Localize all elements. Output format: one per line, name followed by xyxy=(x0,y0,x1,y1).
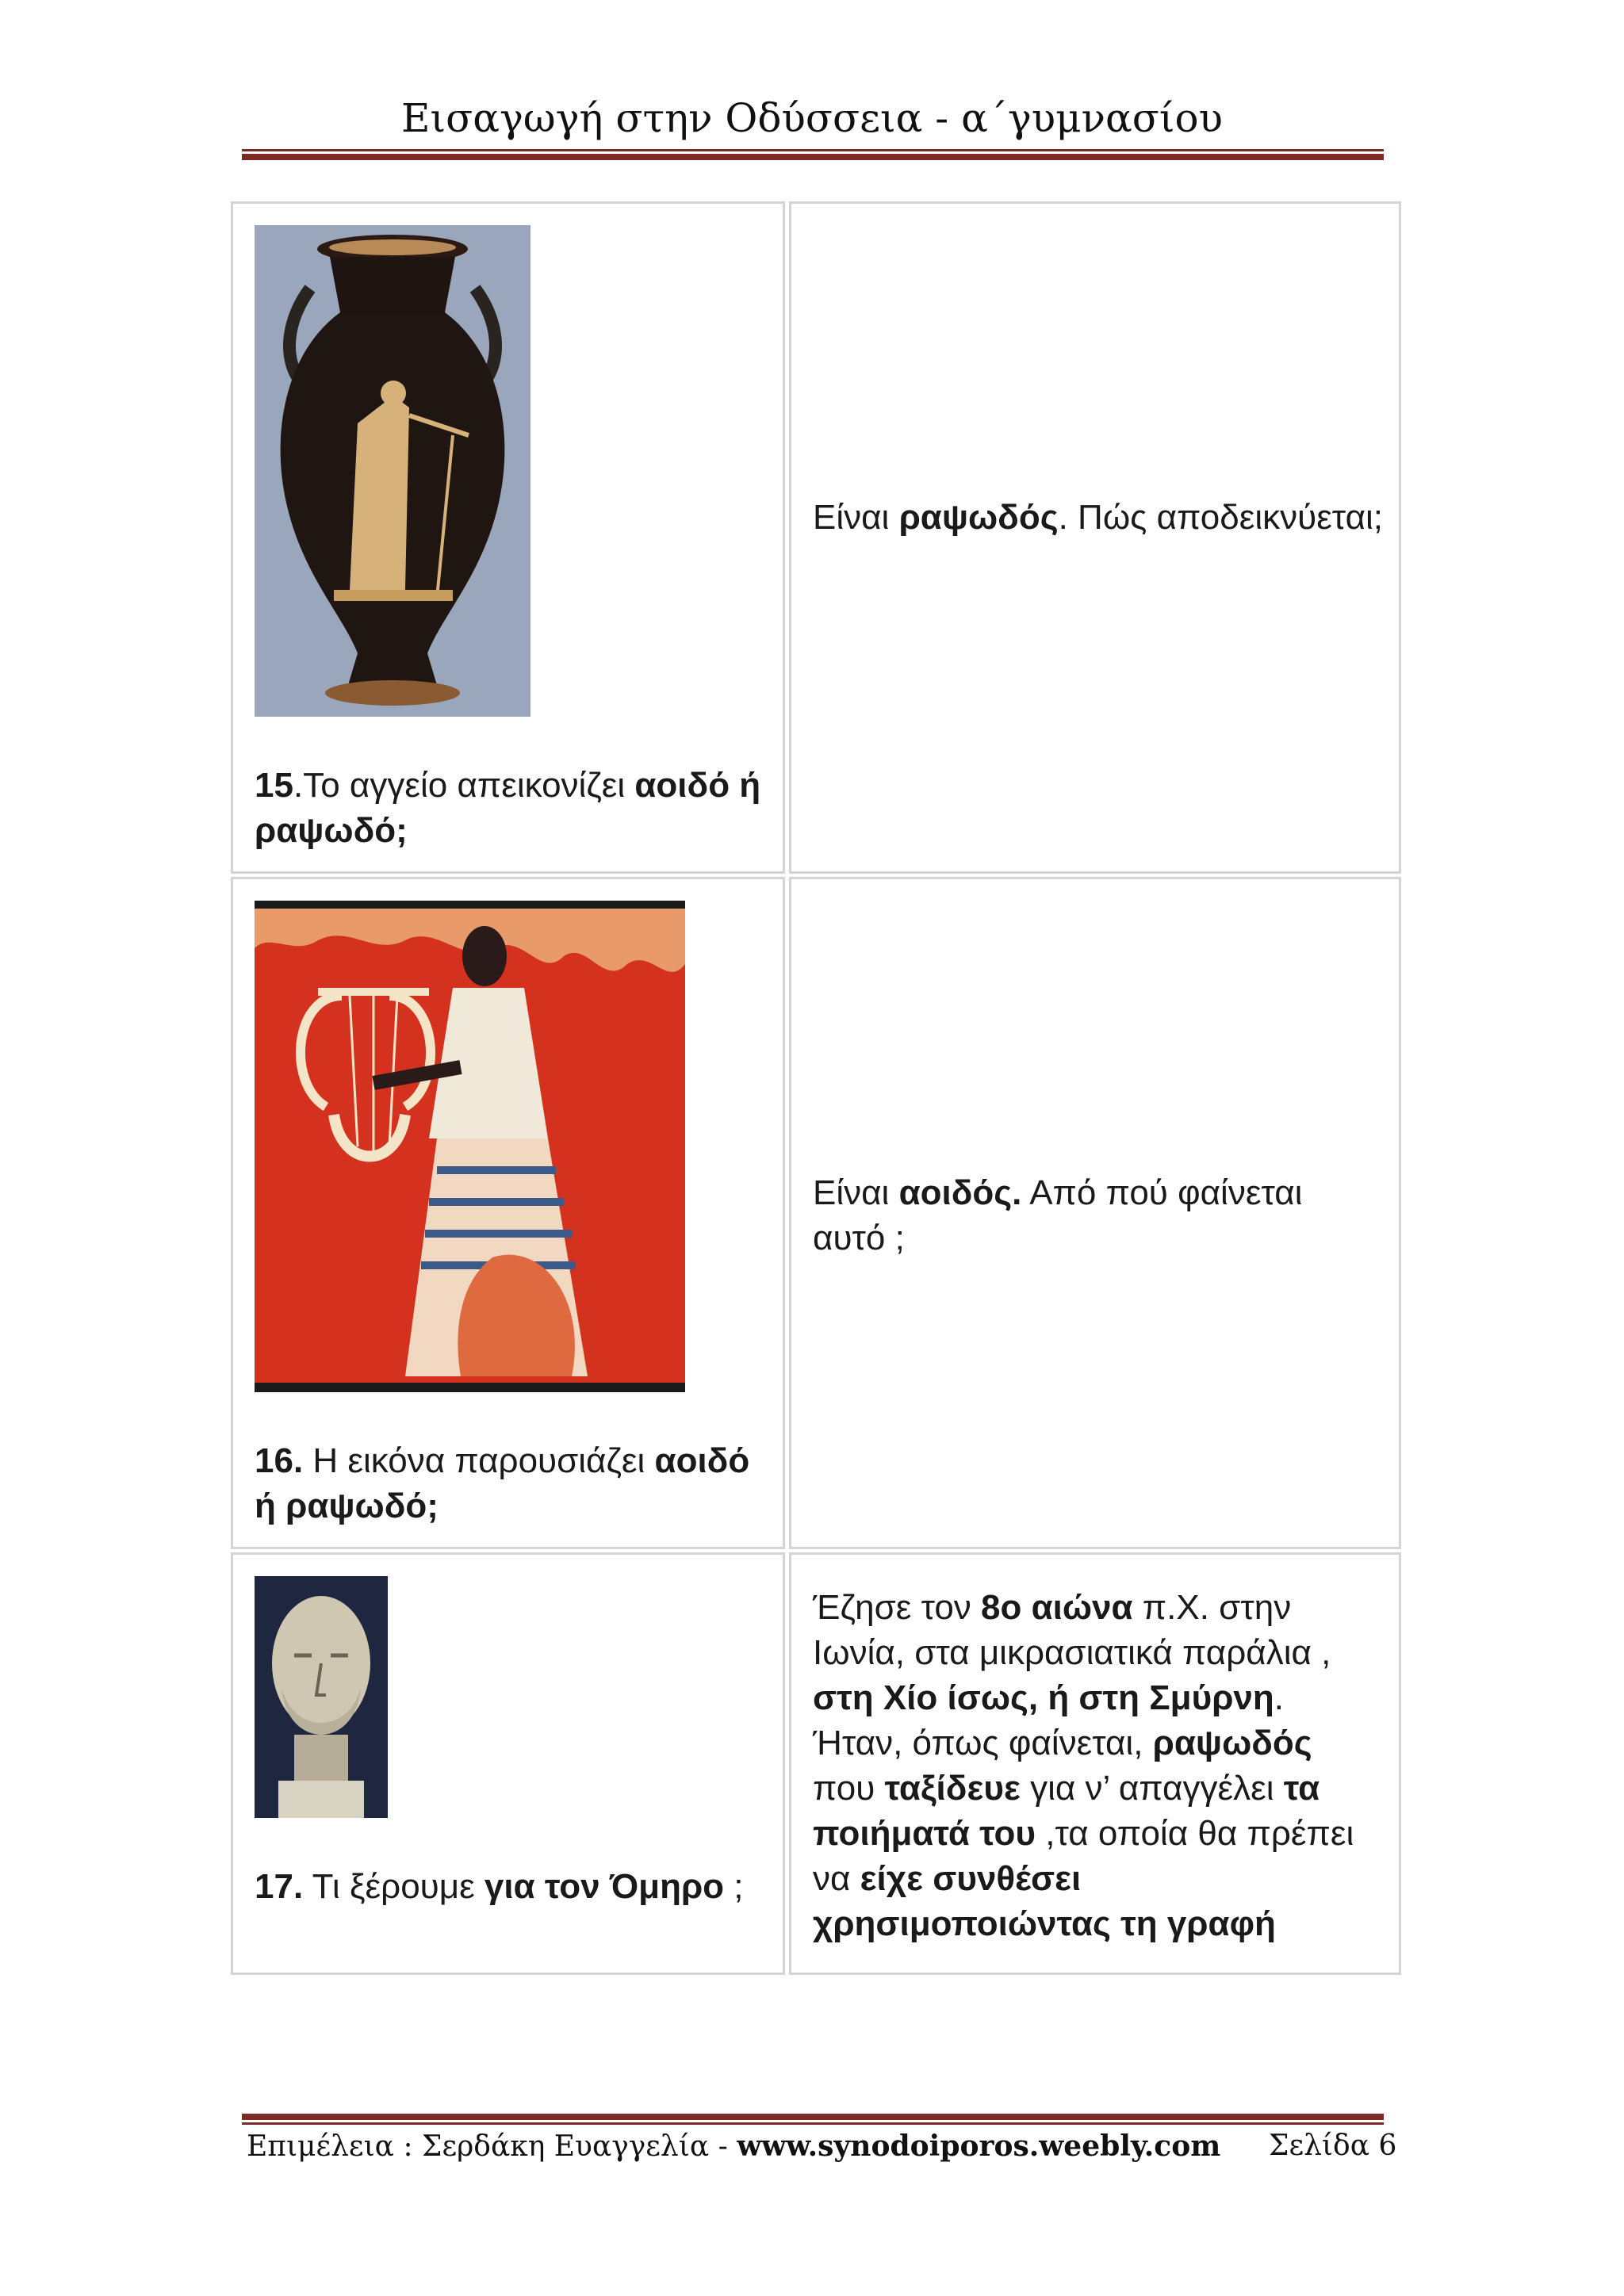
answer-body: . Ήταν, όπως φαίνεται, xyxy=(813,1678,1285,1762)
page-header-title: Εισαγωγή στην Οδύσσεια - α΄γυμνασίου xyxy=(400,95,1224,141)
question-15-text xyxy=(255,763,767,853)
answer-body: Είναι xyxy=(813,498,899,537)
fresco-image xyxy=(255,901,685,1392)
answer-body: ,τα οποία θα πρέπει να xyxy=(813,1814,1354,1898)
answer-15-text xyxy=(813,495,1383,540)
answer-cell-17 xyxy=(789,1552,1401,1975)
question-17-text xyxy=(255,1864,767,1909)
vase-image xyxy=(255,225,530,717)
answer-emphasis: στη Χίο ίσως, ή στη Σμύρνη xyxy=(813,1678,1274,1717)
footer-rule-thin xyxy=(242,2122,1384,2125)
question-body: Η εικόνα παρουσιάζει xyxy=(303,1441,655,1480)
question-emphasis: αοιδό ή ραψωδό; xyxy=(255,1441,750,1525)
answer-body: για ν’ απαγγέλει xyxy=(1020,1769,1284,1808)
footer-website-link[interactable]: www.synodoiporos.weebly.com xyxy=(737,2130,1221,2163)
question-number: 16. xyxy=(255,1441,304,1480)
bust-image xyxy=(255,1576,388,1818)
answer-body: που xyxy=(813,1769,885,1808)
question-emphasis: αοιδό ή ραψωδό; xyxy=(255,766,761,850)
question-body: .Το αγγείο απεικονίζει xyxy=(293,766,635,805)
answer-16-text xyxy=(813,1170,1383,1261)
answer-emphasis: ταξίδευε xyxy=(884,1769,1021,1808)
answer-cell-15 xyxy=(789,201,1401,874)
answer-body: . Πώς αποδεικνύεται; xyxy=(1058,498,1383,537)
answer-body: Είναι xyxy=(813,1173,899,1212)
answer-body: Έζησε τον xyxy=(813,1588,982,1627)
header-rule-thick xyxy=(242,154,1384,160)
answer-emphasis: αοιδός. xyxy=(898,1173,1022,1212)
answer-emphasis: τα ποιήματά του xyxy=(813,1769,1320,1853)
answer-emphasis: ραψωδός xyxy=(1152,1724,1312,1762)
footer-author: Επιμέλεια : Σερδάκη Ευαγγελία - xyxy=(247,2130,737,2163)
question-body: ; xyxy=(724,1867,744,1906)
answer-body: π.Χ. στην Ιωνία, στα μικρασιατικά παράλια , xyxy=(813,1588,1331,1672)
footer-page-number: Σελίδα 6 xyxy=(1269,2130,1397,2162)
question-cell-16 xyxy=(231,877,785,1549)
question-cell-15 xyxy=(231,201,785,874)
question-16-text xyxy=(255,1438,767,1529)
question-cell-17 xyxy=(231,1552,785,1975)
answer-body: Από πού φαίνεται αυτό ; xyxy=(813,1173,1303,1257)
footer-credit xyxy=(247,2130,1220,2163)
answer-emphasis: 8ο αιώνα xyxy=(981,1588,1133,1627)
question-emphasis: για τον Όμηρο xyxy=(484,1867,725,1906)
footer-rule-thick xyxy=(242,2114,1384,2120)
answer-cell-16 xyxy=(789,877,1401,1549)
answer-emphasis: ραψωδός xyxy=(898,498,1059,537)
answer-17-text xyxy=(813,1585,1383,1946)
question-number: 15 xyxy=(255,766,293,805)
answer-emphasis: είχε συνθέσει χρησιμοποιώντας τη γραφή xyxy=(813,1859,1276,1943)
header-rule-thin xyxy=(242,149,1384,151)
question-number: 17. xyxy=(255,1867,304,1906)
question-body: Τι ξέρουμε xyxy=(303,1867,485,1906)
